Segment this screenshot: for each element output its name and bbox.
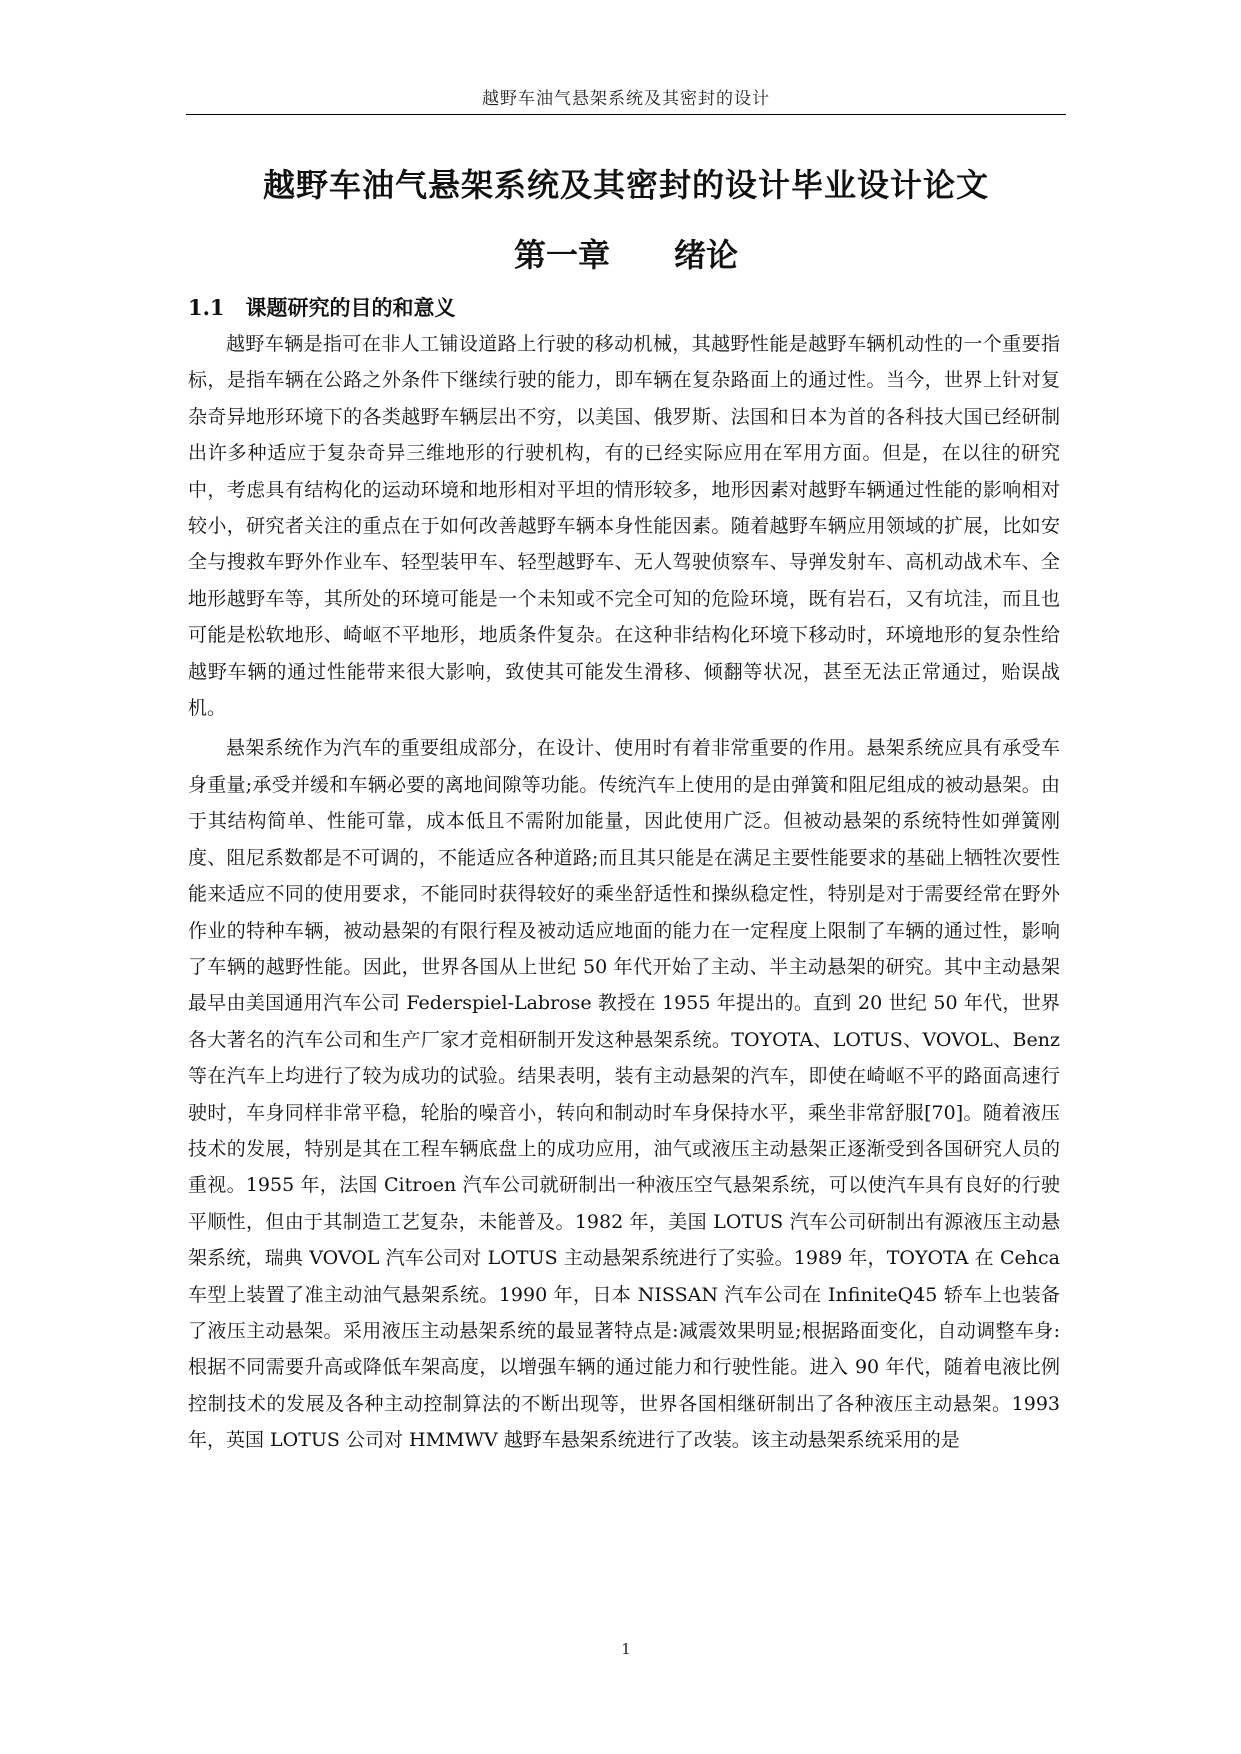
paragraph-1: 越野车辆是指可在非人工铺设道路上行驶的移动机械，其越野性能是越野车辆机动性的一个重要指标，是指车辆在公路之外条件下继续行驶的能力，即车辆在复杂路面上的通过性。当今，世界上针对复杂奇异地形环境下的各类越野车辆层出不穷，以美国、俄罗斯、法国和日本为首的各科技大国已经研制出许多种适应于复杂奇异三维地形的行驶机构，有的已经实际应用在军用方面。但是，在以往的研究中，考虑具有结构化的运动环境和地形相对平坦的情形较多，地形因素对越野车辆通过性能的影响相对较小，研究者关注的重点在于如何改善越野车辆本身性能因素。随着越野车辆应用领域的扩展，比如安全与搜救车野外作业车、轻型装甲车、轻型越野车、无人驾驶侦察车、导弹发射车、高机动战术车、全地形越野车等，其所处的环境可能是一个未知或不完全可知的危险环境，既有岩石，又有坑洼，而且也可能是松软地形、崎岖不平地形，地质条件复杂。在这种非结构化环境下移动时，环境地形的复杂性给越野车辆的通过性能带来很大影响，致使其可能发生滑移、倾翻等状况，甚至无法正常通过，贻误战机。 <box>188 333 1060 720</box>
running-header: 越野车油气悬架系统及其密封的设计 <box>482 89 770 109</box>
page-number: 1 <box>621 1640 631 1658</box>
paragraph-2: 悬架系统作为汽车的重要组成部分，在设计、使用时有着非常重要的作用。悬架系统应具有承受车身重量;承受并缓和车辆必要的离地间隙等功能。传统汽车上使用的是由弹簧和阻尼组成的被动悬架。由于其结构简单、性能可靠，成本低且不需附加能量，因此使用广泛。但被动悬架的系统特性如弹簧刚度、阻尼系数都是不可调的，不能适应各种道路;而且其只能是在满足主要性能要求的基础上牺牲次要性能来适应不同的使用要求，不能同时获得较好的乘坐舒适性和操纵稳定性，特别是对于需要经常在野外作业的特种车辆，被动悬架的有限行程及被动适应地面的能力在一定程度上限制了车辆的通过性，影响了车辆的越野性能。因此，世界各国从上世纪 50 年代开始了主动、半主动悬架的研究。其中主动悬架最早由美国通用汽车公司 Federspiel-Labrose 教授在 1955 年提出的。直到 20 世纪 50 年代，世界各大著名的汽车公司和生产厂家才竞相研制开发这种悬架系统。TOYOTA、LOTUS、VOVOL、Benz 等在汽车上均进行了较为成功的试验。结果表明，装有主动悬架的汽车，即使在崎岖不平的路面高速行驶时，车身同样非常平稳，轮胎的噪音小，转向和制动时车身保持水平，乘坐非常舒服[70]。随着液压技术的发展，特别是其在工程车辆底盘上的成功应用，油气或液压主动悬架正逐渐受到各国研究人员的重视。1955 年，法国 Citroen 汽车公司就研制出一种液压空气悬架系统，可以使汽车具有良好的行驶平顺性，但由于其制造工艺复杂，未能普及。1982 年，美国 LOTUS 汽车公司研制出有源液压主动悬架系统，瑞典 VOVOL 汽车公司对 LOTUS 主动悬架系统进行了实验。1989 年，TOYOTA 在 Cehca 车型上装置了准主动油气悬架系统。1990 年，日本 NISSAN 汽车公司在 InfiniteQ45 轿车上也装备了液压主动悬架。采用液压主动悬架系统的最显著特点是:减震效果明显;根据路面变化，自动调整车身:根据不同需要升高或降低车架高度，以增强车辆的通过能力和行驶性能。进入 90 年代，随着电液比例控制技术的发展及各种主动控制算法的不断出现等，世界各国相继研制出了各种液压主动悬架。1993 年，英国 LOTUS 公司对 HMMWV 越野车悬架系统进行了改装。该主动悬架系统采用的是 <box>188 737 1060 1452</box>
body-text <box>188 326 1060 1459</box>
section-heading: 1.1 课题研究的目的和意义 <box>188 295 456 320</box>
document-title: 越野车油气悬架系统及其密封的设计毕业设计论文 <box>262 166 989 204</box>
header-rule <box>186 114 1066 115</box>
chapter-title: 第一章 绪论 <box>513 236 738 274</box>
